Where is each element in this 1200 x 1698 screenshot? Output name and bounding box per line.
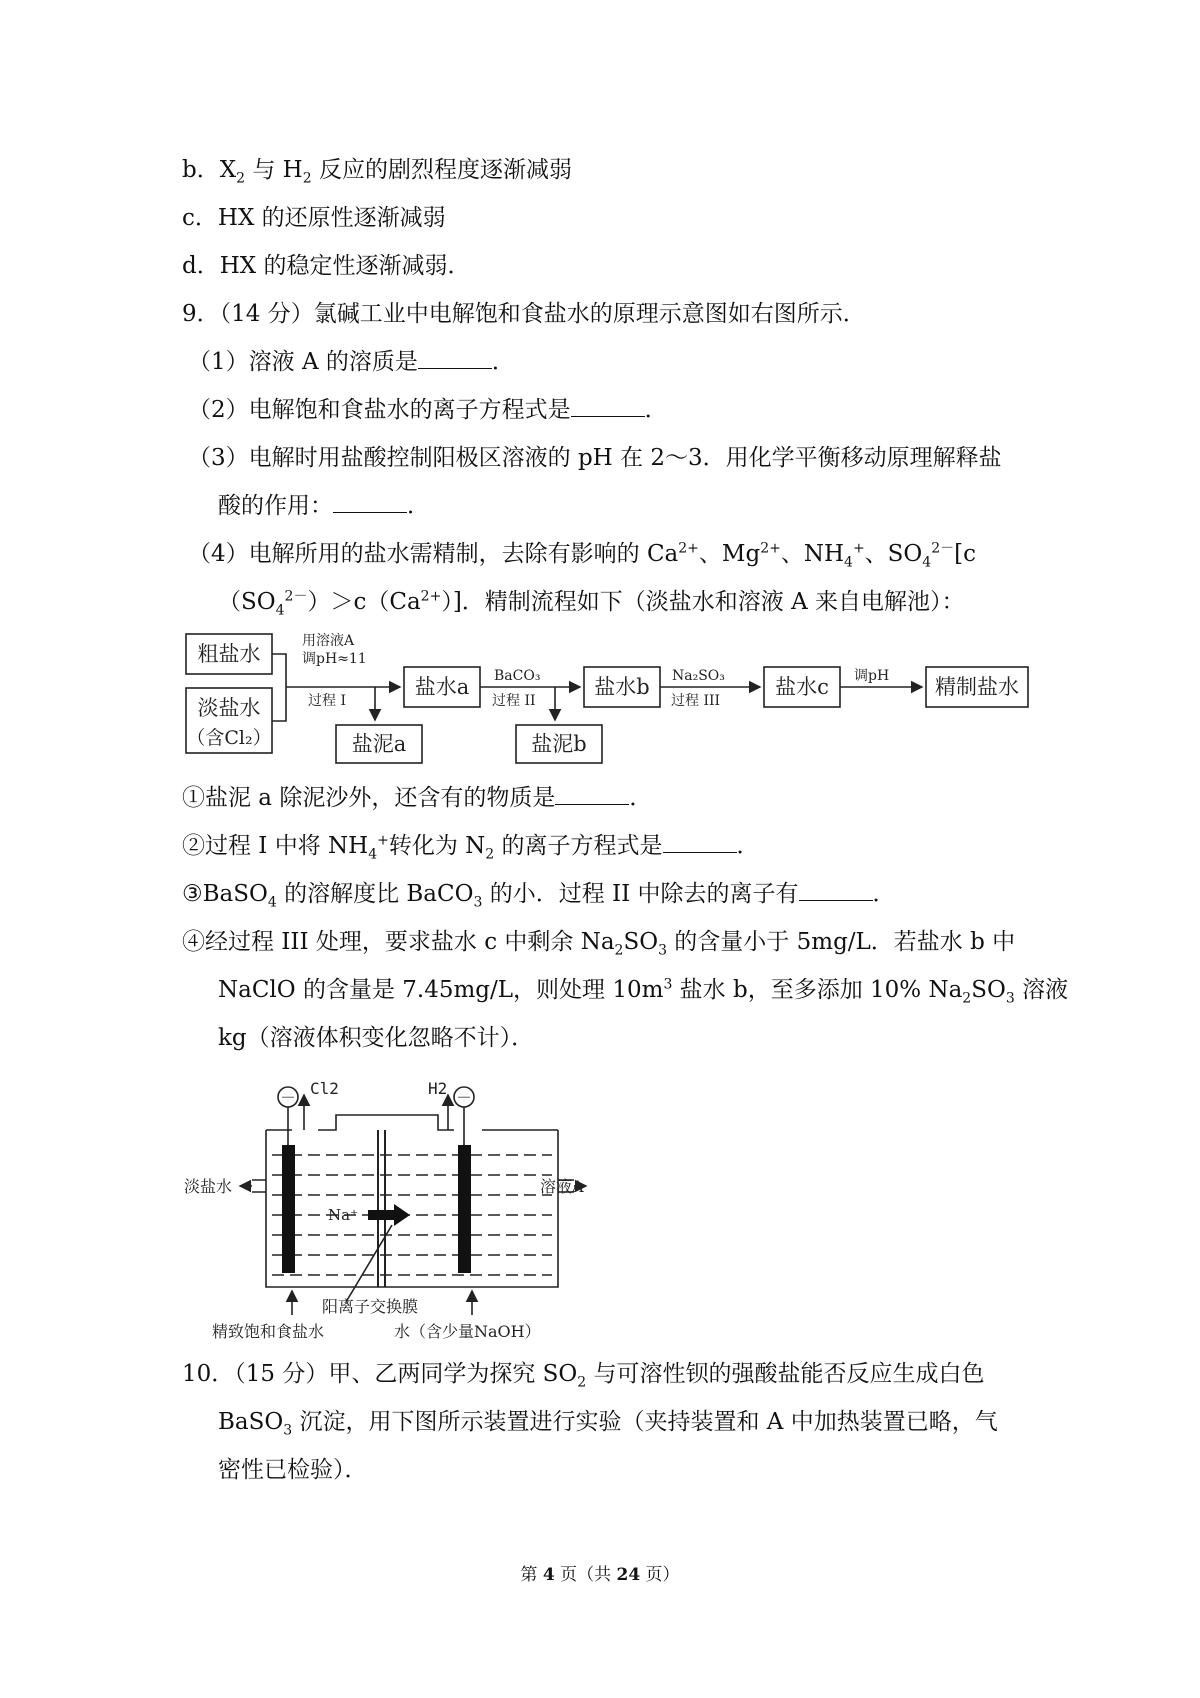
feed-brine-label: 精致饱和食盐水 xyxy=(212,1322,325,1341)
answer-blank xyxy=(571,394,645,417)
q9-part3-cont: 酸的作用： ． xyxy=(218,490,430,522)
option-d: d．HX 的稳定性逐渐减弱． xyxy=(182,253,471,279)
sub-question-2: ②过程 I 中将 $NH_4^+$转化为 $N_2$ 的离子方程式是 ． xyxy=(182,830,760,862)
refining-flowchart xyxy=(182,625,1032,765)
q9-part2: （2）电解饱和食盐水的离子方程式是 ． xyxy=(188,394,668,426)
h2-label: H2 xyxy=(428,1079,448,1098)
dilute-brine-note: （含Cl₂） xyxy=(186,727,272,749)
electrolysis-cell-diagram xyxy=(182,1075,602,1345)
brine-a-label: 盐水a xyxy=(414,675,470,699)
option-c: c．HX 的还原性逐渐减弱 xyxy=(182,205,446,231)
mud-a-label: 盐泥a xyxy=(351,732,407,756)
sub-question-4-cont: NaClO 的含量是 7.45mg/L，则处理 $10m^3$ 盐水 b，至多添加 10% $Na_2SO_3$ 溶液 xyxy=(218,976,1069,1007)
dilute-brine-label: 淡盐水 xyxy=(197,696,261,720)
step3-reagent: Na₂SO₃ xyxy=(672,668,725,684)
option-b: b．$X_2$ 与 $H_2$ 反应的剧烈程度逐渐减弱 xyxy=(182,157,572,187)
sodium-ion: Na⁺ xyxy=(328,1206,358,1224)
brine-b-label: 盐水b xyxy=(594,675,650,699)
membrane-label: 阳离子交换膜 xyxy=(322,1297,419,1316)
step1-reagent: 用溶液A xyxy=(302,633,355,649)
question-10-cont: BaSO$_3$ 沉淀，用下图所示装置进行实验（夹持装置和 A 中加热装置已略，气 xyxy=(218,1409,998,1439)
cl2-label: Cl2 xyxy=(310,1079,339,1098)
q9-part3: （3）电解时用盐酸控制阳极区溶液的 pH 在 2～3．用化学平衡移动原理解释盐 xyxy=(188,445,1002,471)
sub-question-4-end: kg（溶液体积变化忽略不计）． xyxy=(218,1025,535,1051)
page-footer: 第 4 页（共 24 页） xyxy=(520,1565,680,1585)
answer-blank xyxy=(333,490,407,513)
step2-name: 过程 II xyxy=(492,693,536,709)
sub-question-1: ①盐泥 a 除泥沙外，还含有的物质是 ． xyxy=(182,782,652,814)
question-10-end: 密性已检验）． xyxy=(218,1457,368,1483)
solution-a-out: 溶液A xyxy=(540,1177,584,1196)
question-10: 10．（15 分）甲、乙两同学为探究 $SO_2$ 与可溶性钡的强酸盐能否反应生成白色 xyxy=(182,1361,985,1391)
q9-part4: （4）电解所用的盐水需精制，去除有影响的 $Ca^{2+}$、$Mg^{2+}$、$NH_4^+$、$SO_4^{2-}[c$ xyxy=(188,540,976,571)
step4-name: 调pH xyxy=(854,668,890,684)
step2-reagent: BaCO₃ xyxy=(494,668,541,684)
question-9: 9．（14 分）氯碱工业中电解饱和食盐水的原理示意图如右图所示． xyxy=(182,301,866,327)
q9-part1: （1）溶液 A 的溶质是 ． xyxy=(188,346,515,378)
step1-name: 过程 I xyxy=(308,693,346,709)
step3-name: 过程 III xyxy=(671,693,721,709)
refined-brine-label: 精制盐水 xyxy=(935,675,1019,699)
q9-part4-cont: $(SO_4^{2-})>c(Ca^{2+})$]．精制流程如下（淡盐水和溶液 A 来自电解池）： xyxy=(218,588,965,619)
sub-question-3: ③BaSO$_4$ 的溶解度比 BaCO$_3$ 的小．过程 II 中除去的离子有 ． xyxy=(182,878,896,910)
crude-brine-label: 粗盐水 xyxy=(197,642,261,666)
dilute-brine-out: 淡盐水 xyxy=(184,1177,233,1196)
mud-b-label: 盐泥b xyxy=(531,732,587,756)
answer-blank xyxy=(799,878,873,901)
cathode-sign: － xyxy=(455,1088,473,1107)
step1-condition: 调pH≈11 xyxy=(302,651,367,667)
feed-water-label: 水（含少量NaOH） xyxy=(394,1322,541,1341)
sub-question-4: ④经过程 III 处理，要求盐水 c 中剩余 $Na_2SO_3$ 的含量小于 5mg/L．若盐水 b 中 xyxy=(182,929,1016,959)
answer-blank xyxy=(555,782,629,805)
brine-c-label: 盐水c xyxy=(775,675,829,699)
answer-blank xyxy=(663,830,737,853)
answer-blank xyxy=(418,346,492,369)
anode-sign: － xyxy=(279,1088,297,1107)
